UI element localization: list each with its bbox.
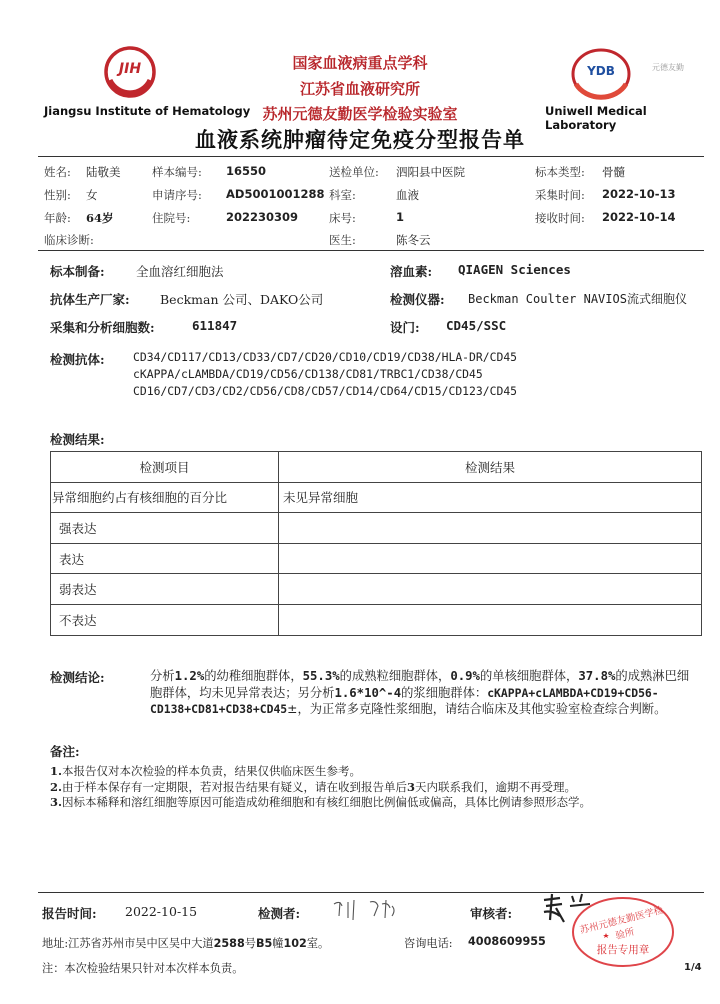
prep-label: 标本制备:: [50, 264, 105, 279]
gate-value: CD45/SSC: [446, 318, 507, 333]
conclusion-label: 检测结论:: [50, 670, 105, 685]
cells-value: 611847: [192, 318, 238, 333]
org-line-1: 国家血液病重点学科: [292, 54, 428, 72]
antibody-maker: Beckman 公司、DAKO公司: [160, 292, 324, 307]
conclusion-part: 的成熟粒细胞群体，: [339, 669, 451, 683]
report-title: 血液系统肿瘤待定免疫分型报告单: [195, 127, 525, 152]
phone-label: 咨询电话:: [404, 937, 453, 950]
report-time-label: 报告时间:: [42, 906, 97, 921]
req-no-label: 申请序号:: [152, 188, 202, 202]
ydb-logo: [568, 44, 634, 104]
tester-label: 检测者:: [258, 906, 301, 921]
reviewer-label: 审核者:: [470, 906, 513, 921]
name-label: 姓名:: [44, 165, 71, 179]
address-number: 102: [283, 937, 307, 950]
stamp-text: 报告专用章: [596, 944, 650, 956]
ydb-logo-text: YDB: [587, 64, 615, 78]
note-text: 天内联系我们，逾期不再受理。: [415, 779, 577, 794]
patient-sex: 女: [86, 188, 98, 202]
address-number: 2588: [213, 937, 245, 950]
note-item: [50, 780, 700, 796]
page-number: 1/4: [684, 962, 702, 973]
sex-label: 性别:: [44, 188, 71, 202]
patient-name: 陆敬美: [86, 165, 121, 179]
footer-divider: [38, 892, 704, 893]
stamp-arc-text: 苏州元德友勤医学检验所: [578, 904, 665, 942]
ydb-logo-small: 元德友勤: [652, 63, 684, 72]
inpatient-no: 202230309: [226, 210, 299, 224]
results-table: [50, 451, 702, 636]
table-row: [51, 543, 702, 574]
table-row: [51, 513, 702, 544]
gate-label: 设门:: [390, 320, 420, 335]
conclusion-value: 37.8%: [578, 669, 616, 683]
conclusion-value: 1.6*10^-4: [334, 685, 402, 700]
col-item-header: 检测项目: [51, 452, 279, 483]
phone-number: 4008609955: [468, 935, 546, 948]
note-num: 1.: [50, 764, 63, 778]
lyse-value: QIAGEN Sciences: [458, 262, 571, 277]
col-result-header: 检测结果: [279, 452, 702, 483]
sample-type: 骨髓: [602, 165, 625, 179]
address-line: [42, 935, 329, 951]
address-label: 地址:: [42, 937, 69, 950]
row-item: 强表达: [51, 513, 279, 544]
inpatient-label: 住院号:: [152, 211, 191, 225]
bed-label: 床号:: [329, 211, 356, 225]
org-line-2: 江苏省血液研究所: [299, 80, 420, 98]
antibody-line-3: CD16/CD7/CD3/CD2/CD56/CD8/CD57/CD14/CD64/CD15/CD123/CD45: [133, 384, 518, 398]
row-result: [279, 543, 702, 574]
footer-note: 注：本次检验结果只针对本次样本负责。: [42, 962, 244, 975]
left-org-name: Jiangsu Institute of Hematology: [44, 104, 251, 118]
doctor-name: 陈冬云: [396, 233, 431, 247]
tester-signature: [330, 896, 410, 922]
send-unit-label: 送检单位:: [329, 165, 379, 179]
sample-no-label: 样本编号:: [152, 165, 202, 179]
results-label: 检测结果:: [50, 432, 105, 447]
antibody-line-1: CD34/CD117/CD13/CD33/CD7/CD20/CD10/CD19/CD38/HLA-DR/CD45: [133, 350, 518, 364]
row-result: [279, 604, 702, 635]
conclusion-value: 1.2%: [174, 669, 205, 683]
note-num: 3.: [50, 795, 63, 809]
antibodies-label: 检测抗体:: [50, 352, 105, 367]
conclusion-part: 的幼稚细胞群体，: [204, 669, 303, 683]
lyse-label: 溶血素:: [390, 264, 433, 279]
antibody-maker-label: 抗体生产厂家:: [50, 292, 130, 307]
patient-age: 64岁: [86, 211, 114, 225]
address-text: 号: [244, 937, 256, 950]
conclusion-part: 的浆细胞群体：: [401, 685, 488, 700]
report-time: 2022-10-15: [125, 904, 198, 919]
conclusion-part: 的成熟淋巴细胞群体，均未见异常表达；另分析: [150, 669, 690, 700]
req-no: AD5001001288: [226, 187, 325, 201]
address-text: 室。: [306, 937, 330, 950]
row-result: [279, 574, 702, 605]
instrument-value: Beckman Coulter NAVIOS流式细胞仪: [468, 292, 687, 306]
jih-logo: [104, 46, 156, 98]
row-item: 不表达: [51, 604, 279, 635]
notes-label: 备注:: [50, 744, 80, 759]
note-text: 本报告仅对本次检验的样本负责，结果仅供临床医生参考。: [62, 764, 362, 778]
note-text: 因标本稀释和溶红细胞等原因可能造成幼稚细胞和有核红细胞比例偏低或偏高，具体比例请参照形态学。: [62, 795, 592, 809]
collect-label: 采集时间:: [535, 188, 585, 202]
notes-list: [50, 764, 700, 811]
receive-date: 2022-10-14: [602, 210, 676, 224]
conclusion-value: cKAPPA+cLAMBDA+CD19+CD56-CD138+CD81+CD38+CD45: [150, 685, 659, 717]
note-item: [50, 764, 700, 780]
sample-type-label: 标本类型:: [535, 165, 585, 179]
info-divider: [38, 250, 704, 251]
row-item: 异常细胞约占有核细胞的百分比: [51, 482, 279, 513]
row-item: 弱表达: [51, 574, 279, 605]
conclusion-value: 0.9%: [450, 669, 480, 683]
note-item: [50, 795, 700, 811]
prep-value: 全血溶红细胞法: [136, 264, 224, 279]
note-bold: 3: [407, 779, 416, 794]
conclusion-part: 的单核细胞群体，: [479, 669, 579, 683]
table-row: [51, 574, 702, 605]
dept-label: 科室:: [329, 188, 356, 202]
cells-label: 采集和分析细胞数:: [50, 320, 155, 335]
address-text: 幢: [272, 937, 284, 950]
conclusion-text: [150, 668, 690, 718]
jih-logo-text: JIH: [118, 61, 142, 77]
address-text: 江苏省苏州市吴中区吴中大道: [68, 937, 214, 950]
row-result: [279, 513, 702, 544]
receive-label: 接收时间:: [535, 211, 585, 225]
bed-no: 1: [396, 210, 405, 224]
conclusion-part: ±，为正常多克隆性浆细胞，请结合临床及其他实验室检查综合判断。: [287, 702, 667, 717]
table-row: [51, 604, 702, 635]
doctor-label: 医生:: [329, 233, 356, 247]
note-num: 2.: [50, 779, 63, 794]
row-result: 未见异常细胞: [279, 482, 702, 513]
report-stamp: [570, 896, 676, 968]
header-divider: [38, 156, 704, 157]
table-header-row: [51, 452, 702, 483]
collect-date: 2022-10-13: [602, 187, 676, 201]
conclusion-value: 55.3%: [302, 669, 340, 683]
sample-no: 16550: [226, 164, 267, 178]
org-line-3: 苏州元德友勤医学检验实验室: [262, 105, 458, 123]
note-text: 由于样本保存有一定期限，若对报告结果有疑义，请在收到报告单后: [62, 779, 408, 794]
diagnosis-label: 临床诊断:: [44, 233, 94, 247]
right-org-name: Uniwell Medical Laboratory: [545, 104, 647, 132]
conclusion-part: 分析: [150, 669, 175, 683]
row-item: 表达: [51, 543, 279, 574]
address-number: B5: [255, 937, 273, 950]
age-label: 年龄:: [44, 211, 71, 225]
table-row: [51, 482, 702, 513]
instrument-label: 检测仪器:: [390, 292, 445, 307]
antibody-line-2: cKAPPA/cLAMBDA/CD19/CD56/CD138/CD81/TRBC1/CD38/CD45: [133, 367, 483, 381]
dept: 血液: [396, 188, 419, 202]
send-unit: 泗阳县中医院: [396, 165, 465, 179]
